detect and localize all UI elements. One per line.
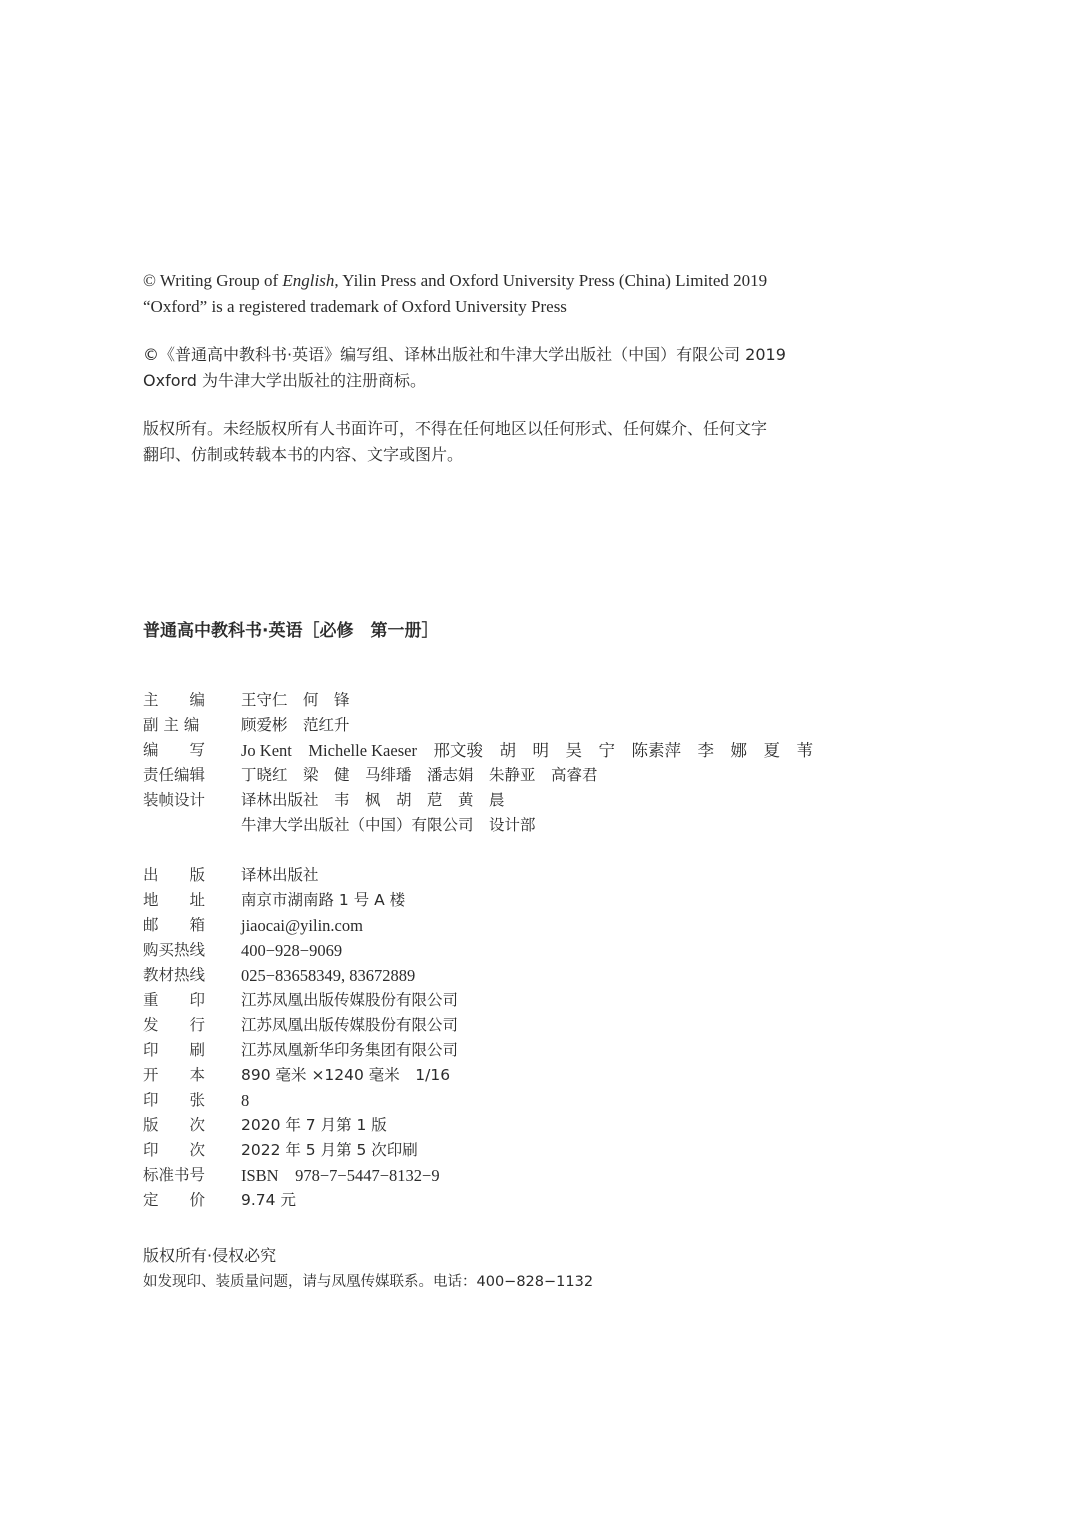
pub-value: 江苏凤凰新华印务集团有限公司 [241,1041,459,1059]
pub-value: 江苏凤凰出版传媒股份有限公司 [241,991,459,1009]
copyright-en-prefix: © Writing Group of [143,271,283,290]
pub-row [143,888,943,913]
credit-label: 主 编 [143,691,206,709]
pub-row [143,863,943,888]
publication-info [143,863,943,1213]
pub-label: 购买热线 [143,941,206,959]
credit-row [143,813,943,838]
credits-list [143,688,943,838]
credit-row [143,788,943,813]
pub-row [143,1113,943,1138]
pub-label: 标准书号 [143,1166,206,1184]
pub-value: 南京市湖南路 1 号 A 楼 [241,891,406,909]
copyright-en-line-2: “Oxford” is a registered trademark of Oxford University Press [143,297,567,316]
copyright-chinese [143,342,943,394]
pub-value: 江苏凤凰出版传媒股份有限公司 [241,1016,459,1034]
pub-row [143,1188,943,1213]
footer-title: 版权所有·侵权必究 [143,1246,277,1265]
pub-row [143,963,943,988]
pub-label: 印 张 [143,1091,206,1109]
pub-value: 2022 年 5 月第 5 次印刷 [241,1141,418,1159]
pub-row [143,1038,943,1063]
pub-row [143,913,943,938]
book-title: 普通高中教科书·英语［必修 第一册］ [143,621,439,641]
pub-label: 邮 箱 [143,916,206,934]
credit-row [143,688,943,713]
footer-note: 如发现印、装质量问题，请与凤凰传媒联系。电话：400−828−1132 [143,1274,594,1290]
pub-row [143,1088,943,1113]
credit-value: 译林出版社 韦 枫 胡 苨 黄 晨 [241,791,505,809]
pub-value: 2020 年 7 月第 1 版 [241,1116,387,1134]
pub-row [143,1138,943,1163]
pub-value: jiaocai@yilin.com [241,916,363,935]
pub-label: 开 本 [143,1066,206,1084]
pub-value: ISBN 978−7−5447−8132−9 [241,1166,440,1185]
pub-label: 教材热线 [143,966,206,984]
credit-row [143,763,943,788]
footer [143,1243,943,1293]
copyright-cn-line-1: ©《普通高中教科书·英语》编写组、译林出版社和牛津大学出版社（中国）有限公司 2019 [143,345,786,364]
credit-value: 王守仁 何 锋 [241,691,350,709]
credit-value: 顾爱彬 范红升 [241,716,350,734]
pub-row [143,1063,943,1088]
credit-row [143,713,943,738]
pub-label: 定 价 [143,1191,206,1209]
pub-label: 发 行 [143,1016,206,1034]
pub-row [143,988,943,1013]
rights-statement [143,416,943,468]
credit-label: 编 写 [143,741,206,759]
rights-line-2: 翻印、仿制或转载本书的内容、文字或图片。 [143,445,464,464]
copyright-en-suffix: , Yilin Press and Oxford University Press (China) Limited 2019 [334,271,768,290]
pub-label: 印 次 [143,1141,206,1159]
pub-row [143,1013,943,1038]
credit-value: 牛津大学出版社（中国）有限公司 设计部 [241,816,536,834]
pub-label: 版 次 [143,1116,206,1134]
pub-label: 出 版 [143,866,206,884]
pub-value: 译林出版社 [241,866,319,884]
credit-row [143,738,943,763]
pub-value: 400−928−9069 [241,941,343,960]
pub-row [143,938,943,963]
pub-value: 8 [241,1091,250,1110]
copyright-en-book-name: English [282,271,335,290]
pub-value: 025−83658349, 83672889 [241,966,416,985]
pub-row [143,1163,943,1188]
pub-label: 印 刷 [143,1041,206,1059]
credit-label [143,813,241,838]
credit-value: 丁晓红 梁 健 马绯璠 潘志娟 朱静亚 高睿君 [241,766,598,784]
copyright-english [143,268,943,320]
credit-label: 装帧设计 [143,791,206,809]
credit-label: 副 主 编 [143,716,200,734]
pub-value: 890 毫米 ×1240 毫米 1/16 [241,1066,451,1084]
pub-label: 重 印 [143,991,206,1009]
copyright-cn-line-2: Oxford 为牛津大学出版社的注册商标。 [143,371,427,390]
copyright-en-line-1 [143,268,943,294]
rights-line-1: 版权所有。未经版权所有人书面许可，不得在任何地区以任何形式、任何媒介、任何文字 [143,419,768,438]
pub-value: 9.74 元 [241,1191,296,1209]
credit-value: Jo Kent Michelle Kaeser 邢文骏 胡 明 吴 宁 陈素萍 李 娜 夏 苇 [241,741,813,760]
credit-label: 责任编辑 [143,766,206,784]
pub-label: 地 址 [143,891,206,909]
copyright-page [143,268,943,1293]
